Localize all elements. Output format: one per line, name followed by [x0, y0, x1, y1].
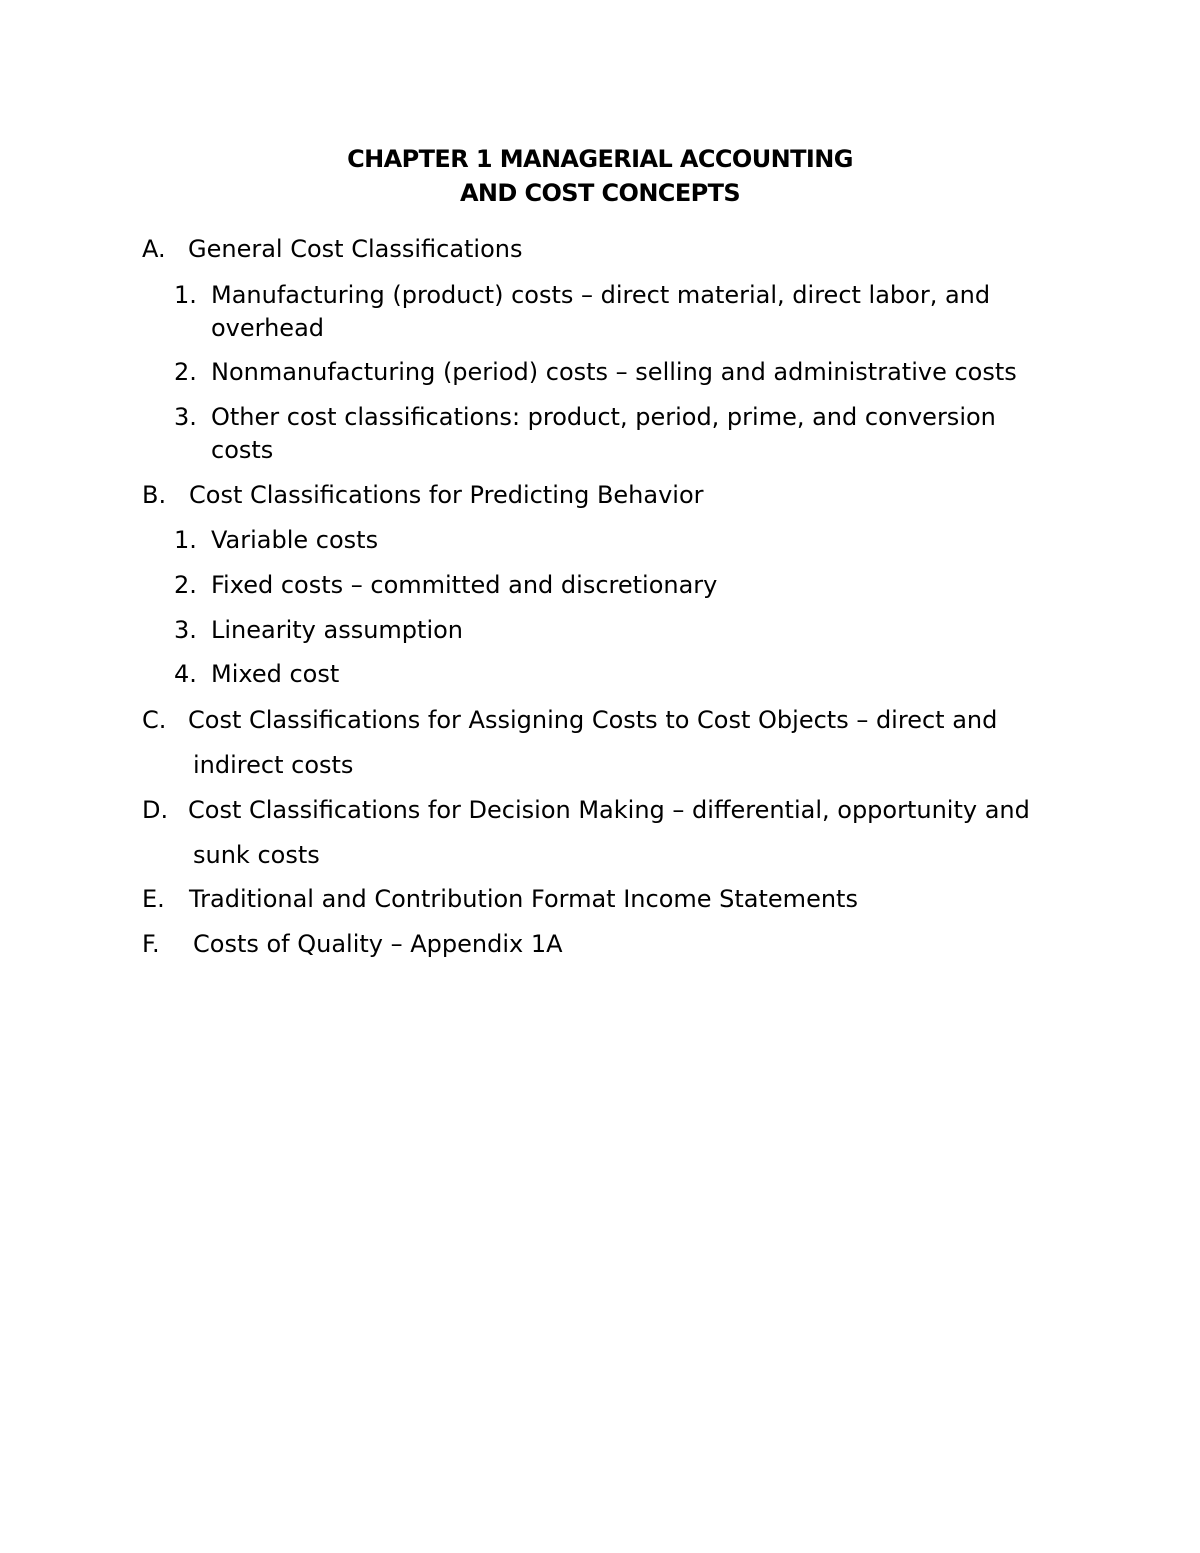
section-letter: D. [142, 796, 169, 824]
section-text: Cost Classifications for Predicting Behavior [189, 481, 704, 509]
section-text: Traditional and Contribution Format Income Statements [189, 885, 858, 913]
section-a-heading [142, 232, 523, 266]
chapter-title-line-2: AND COST CONCEPTS [459, 179, 741, 207]
item-text: Manufacturing (product) costs – direct material, direct labor, and [211, 281, 991, 309]
section-letter: A. [142, 235, 166, 263]
item-text-continuation: costs [211, 436, 274, 464]
section-letter: E. [142, 885, 165, 913]
section-text: Cost Classifications for Decision Making – differential, opportunity and [188, 796, 1030, 824]
section-text: Cost Classifications for Assigning Costs to Cost Objects – direct and [188, 706, 998, 734]
section-a-item-1 [174, 279, 991, 342]
section-text-continuation: indirect costs [193, 751, 354, 779]
section-a-item-2 [174, 356, 1017, 389]
section-b-item-4 [174, 658, 339, 691]
section-a-item-3 [174, 401, 996, 464]
item-text: Mixed cost [211, 660, 340, 688]
chapter-title-line-1: CHAPTER 1 MANAGERIAL ACCOUNTING [347, 145, 853, 173]
item-number: 3. [174, 403, 197, 431]
item-text: Fixed costs – committed and discretionary [211, 571, 718, 599]
item-text: Linearity assumption [211, 616, 464, 644]
item-number: 3. [174, 616, 197, 644]
section-c-heading [142, 703, 998, 779]
section-text: Costs of Quality – Appendix 1A [193, 930, 563, 958]
section-letter: F. [142, 930, 160, 958]
section-e-heading [142, 882, 858, 916]
section-text: General Cost Classifications [188, 235, 523, 263]
item-text: Nonmanufacturing (period) costs – selling and administrative costs [211, 358, 1017, 386]
item-number: 1. [174, 281, 197, 309]
item-text: Other cost classifications: product, period, prime, and conversion [211, 403, 996, 431]
item-number: 2. [174, 571, 197, 599]
section-b-item-3 [174, 614, 463, 647]
section-b-heading [142, 478, 704, 512]
section-d-heading [142, 793, 1030, 869]
section-letter: C. [142, 706, 167, 734]
section-b-item-2 [174, 569, 717, 602]
item-number: 2. [174, 358, 197, 386]
section-text-continuation: sunk costs [193, 841, 320, 869]
item-number: 1. [174, 526, 197, 554]
section-letter: B. [142, 481, 167, 509]
item-number: 4. [174, 660, 197, 688]
item-text-continuation: overhead [211, 314, 325, 342]
section-f-heading [142, 927, 563, 961]
section-b-item-1 [174, 524, 378, 557]
item-text: Variable costs [211, 526, 379, 554]
